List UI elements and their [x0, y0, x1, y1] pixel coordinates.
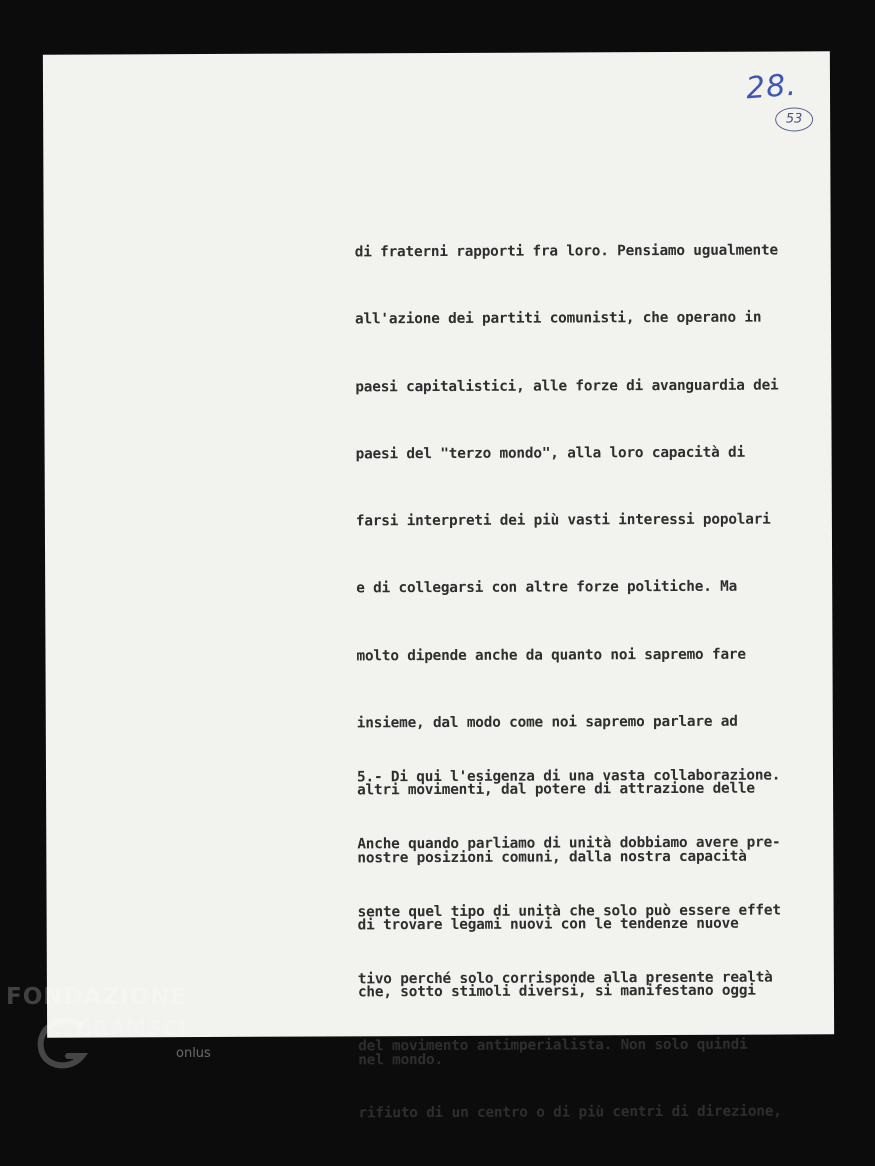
text-line: di trovare legami nuovi con le tendenze nuove — [357, 915, 739, 934]
watermark-subname: GRAMSCI — [76, 1016, 187, 1040]
text-line: insieme, dal modo come noi sapremo parlare ad — [356, 713, 738, 732]
watermark-name: FONDAZIONE — [6, 984, 188, 1010]
text-line: di fraterni rapporti fra loro. Pensiamo ugualmente — [354, 242, 778, 261]
text-line: nel mondo. — [358, 1051, 443, 1068]
text-line: altri movimenti, dal potere di attrazione delle — [357, 780, 755, 799]
watermark-suffix: onlus — [176, 1046, 211, 1061]
text-line: paesi del "terzo mondo", alla loro capacità di — [355, 444, 745, 463]
text-line: e di collegarsi con altre forze politiche. Ma — [356, 579, 738, 597]
folio-stamp: 53 — [775, 107, 813, 131]
paragraph-5 — [357, 727, 782, 1165]
text-line: sente quel tipo di unità che solo può essere effet — [357, 902, 781, 920]
handwritten-page-number: 28. — [744, 67, 798, 107]
text-line: 5.- Di qui l'esigenza di una vasta collaborazione. — [356, 767, 781, 786]
text-line: che, sotto stimoli diversi, si manifestano oggi — [357, 982, 756, 1001]
fondazione-gramsci-watermark — [0, 980, 230, 1080]
text-line: tivo perché solo corrisponde alla presente realtà — [357, 969, 773, 988]
text-line: Anche quando parliamo di unità dobbiamo avere pre- — [357, 834, 781, 853]
text-line: del movimento antimperialista. Non solo quindi — [358, 1036, 748, 1055]
text-line: nostre posizioni comuni, dalla nostra capacità — [357, 848, 747, 867]
text-line: paesi capitalistici, alle forze di avanguardia dei — [355, 377, 779, 395]
text-line: molto dipende anche da quanto noi sapremo fare — [356, 646, 746, 665]
text-line: farsi interpreti dei più vasti interessi popolari — [355, 511, 771, 530]
text-line: all'azione dei partiti comunisti, che operano in — [354, 309, 762, 328]
text-line: rifiuto di un centro o di più centri di direzione, — [358, 1103, 782, 1122]
